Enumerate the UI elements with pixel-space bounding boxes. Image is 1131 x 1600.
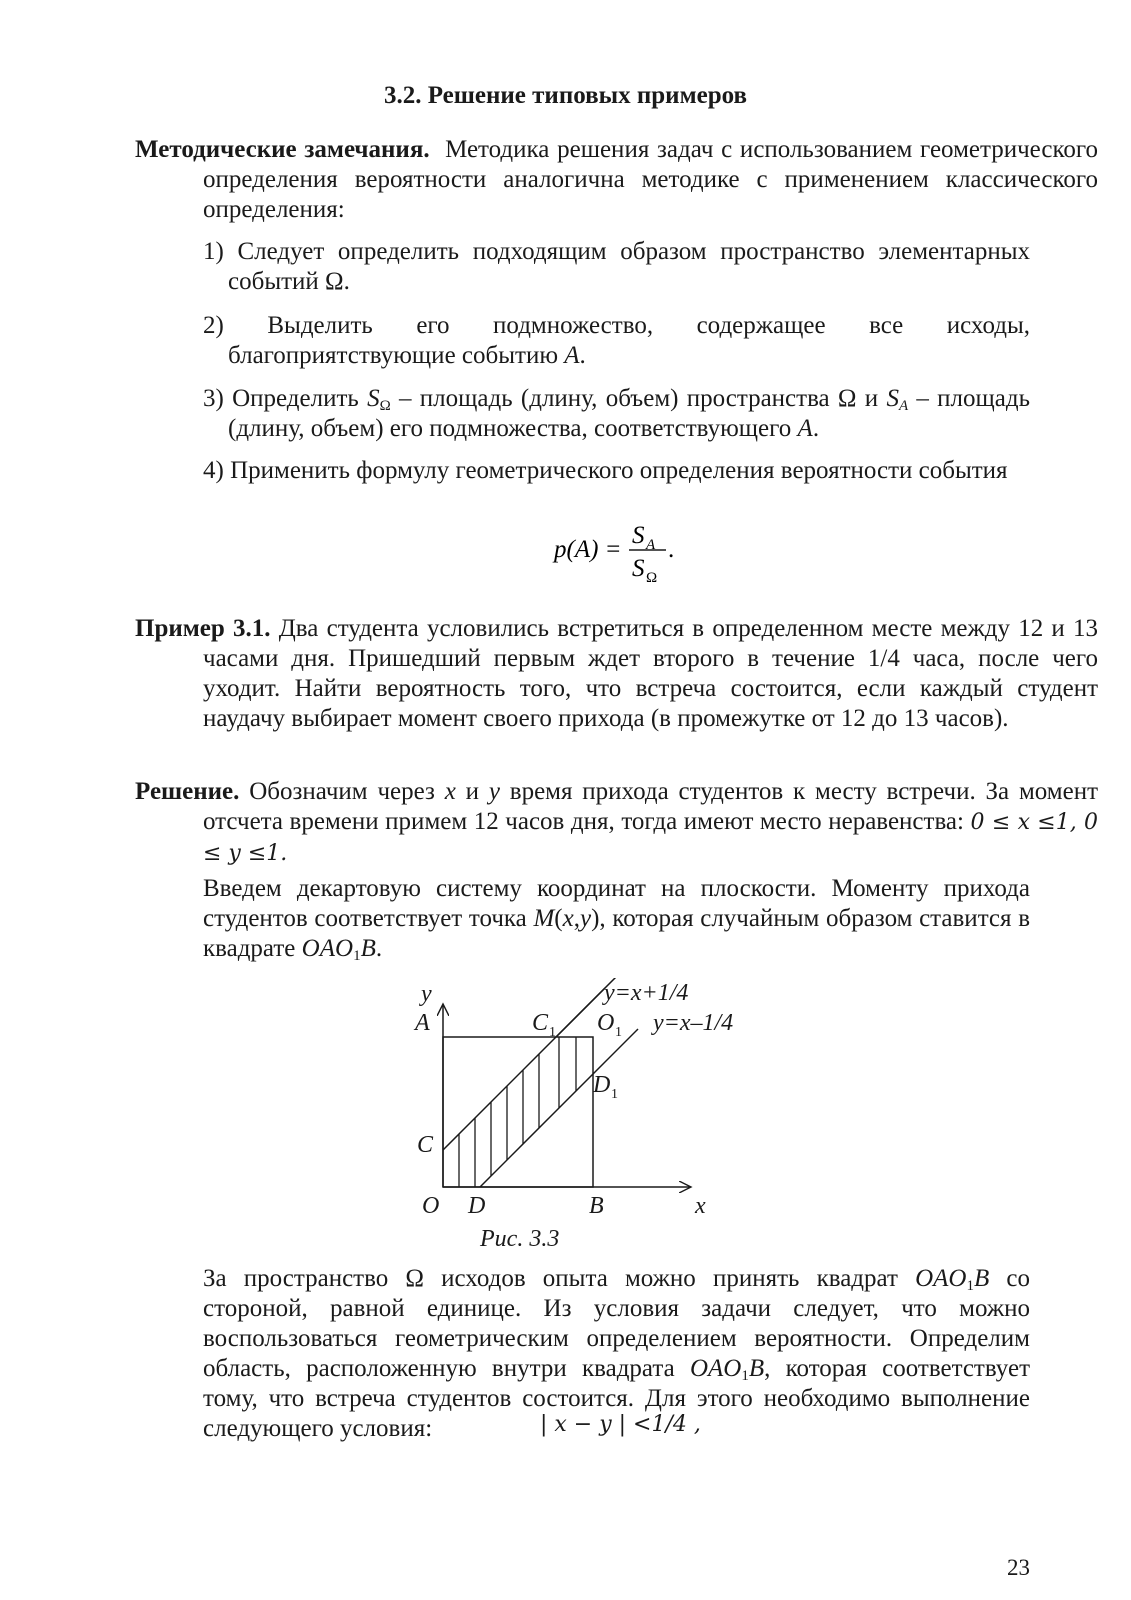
example-block [135, 614, 1098, 734]
label-A: A [415, 1010, 430, 1036]
label-O: O [422, 1193, 440, 1219]
label-D1: D [593, 1072, 611, 1098]
final-condition: | x − y | <1/4 , [540, 1412, 701, 1437]
after-figure-text: За пространство Ω исходов опыта можно принять квадрат $OAO_1B$ со стороной, равной единице. Из условия задачи следует, что можно воспользоваться геометрическим определением вероятности. Определим область, расположенную внутри квадрата $OAO_1B$, которая соответствует тому, что встреча студентов состоится. Для этого необходимо выполнение следующего условия: [203, 1265, 1030, 1442]
step-3-text: Определить $S_\Omega$ – площадь (длину, объем) пространства Ω и $S_A$ – площадь (длину, объем) его подмножества, соответствующего A. [228, 385, 1031, 442]
solution-label: Решение. [135, 778, 240, 805]
solution-paragraph-2 [203, 874, 1030, 964]
probability-formula [540, 512, 700, 592]
methodical-remarks [135, 135, 1098, 225]
solution-inequality: 0 ≤ x ≤1, 0 ≤ y ≤1. [203, 810, 1098, 866]
label-x-axis: x [695, 1193, 706, 1219]
label-line-upper: y=x+1/4 [604, 980, 689, 1006]
step-3 [203, 384, 1030, 444]
step-4-text: Применить формулу геометрического определения вероятности события [230, 457, 1008, 484]
formula-denominator-sub: Ω [646, 570, 658, 586]
step-3-number: 3) [203, 385, 224, 412]
label-line-lower: y=x–1/4 [653, 1010, 734, 1036]
label-D: D [468, 1193, 486, 1219]
example-text: Два студента условились встретиться в определенном месте между 12 и 13 часами дня. Пришедший первым ждет второго в течение 1/4 часа, после чего уходит. Найти вероятность того, что встреча состоится, если каждый студент наудачу выбирает момент своего прихода (в промежутке от 12 до 13 часов). [203, 615, 1099, 732]
label-O1-sub: 1 [615, 1025, 622, 1040]
formula-lhs: p(A) = [554, 536, 622, 563]
solution-text: Обозначим через x и y время прихода студентов к месту встречи. За момент отсчета времени примем 12 часов дня, тогда имеют место неравенства: [203, 778, 1099, 835]
label-C1-sub: 1 [549, 1025, 556, 1040]
methodical-text: Методика решения задач с использованием геометрического определения вероятности аналогична методике с применением классического определения: [203, 136, 1098, 223]
formula-numerator: S [632, 522, 645, 549]
step-4-number: 4) [203, 457, 224, 484]
formula-numerator-sub: A [646, 537, 656, 553]
label-O1: O [597, 1010, 615, 1036]
step-2 [203, 311, 1030, 371]
methodical-label: Методические замечания. [135, 136, 430, 163]
page-number: 23 [1007, 1555, 1030, 1580]
step-1-text: Следует определить подходящим образом пространство элементарных событий Ω. [228, 238, 1030, 295]
hatched-region [459, 1037, 576, 1187]
label-B: B [589, 1193, 604, 1219]
figure-caption: Рис. 3.3 [480, 1226, 560, 1252]
formula-end: . [668, 536, 675, 563]
label-y-axis: y [421, 981, 432, 1007]
solution-text-2: Введем декартовую систему координат на плоскости. Моменту прихода студентов соответствует точка M(x,y), которая случайным образом ставится в квадрате $OAO_1B$. [203, 875, 1030, 964]
step-1-number: 1) [203, 238, 224, 265]
label-C: C [417, 1132, 434, 1158]
step-2-number: 2) [203, 312, 224, 339]
label-D1-sub: 1 [611, 1087, 618, 1102]
step-1 [203, 237, 1030, 297]
step-4 [203, 456, 1030, 486]
section-heading: 3.2. Решение типовых примеров [383, 82, 747, 109]
label-C1: C [532, 1010, 549, 1036]
example-label: Пример 3.1. [135, 615, 271, 642]
figure-3-3 [400, 978, 760, 1268]
solution-block [135, 777, 1098, 869]
square-OAO1B [443, 1037, 593, 1187]
formula-denominator: S [632, 555, 645, 582]
step-2-text: Выделить его подмножество, содержащее все исходы, благоприятствующие событию A. [228, 312, 1030, 369]
